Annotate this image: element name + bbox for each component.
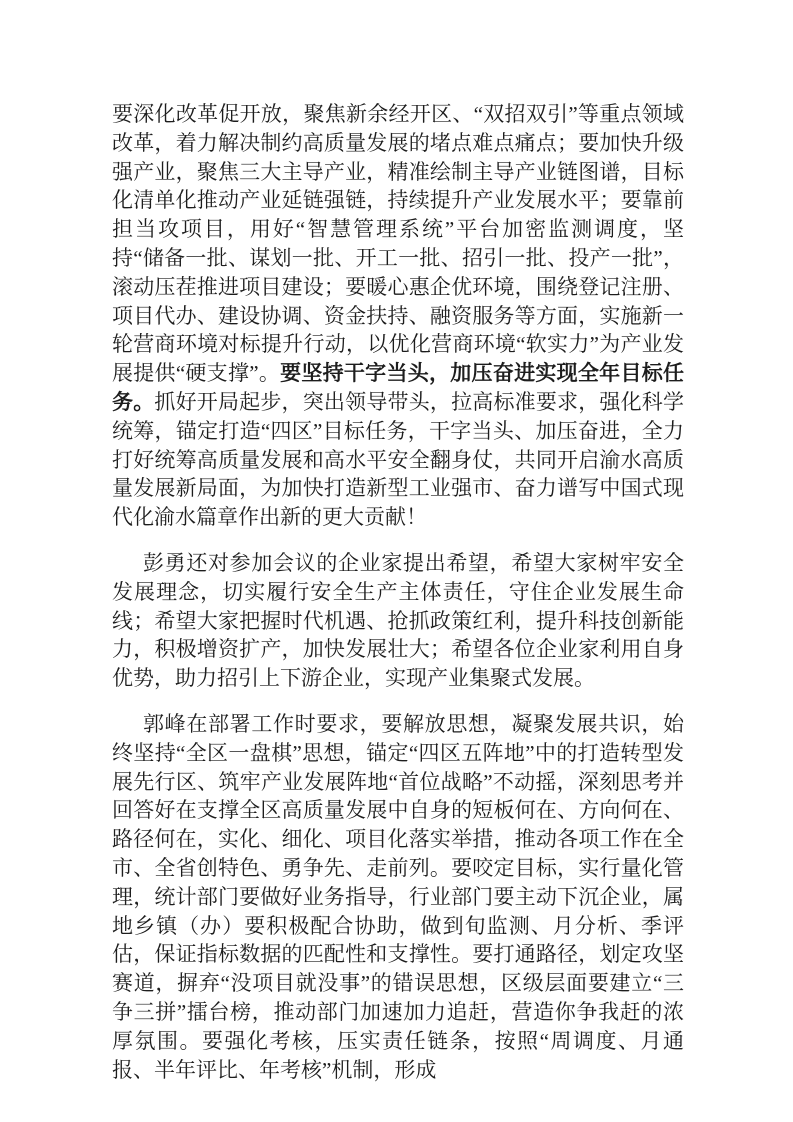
paragraph-3 (112, 710, 684, 1084)
paragraph-1-segment-3: 抓好开局起步，突出领导带头，拉高标准要求，强化科学统筹，锚定打造“四区”目标任务，干字当头、加压奋进，全力打好统筹高质量发展和高水平安全翻身仗，共同开启渝水高质量发展新局面，为加快打造新型工业强市、奋力谱写中国式现代化渝水篇章作出新的更大贡献！ (112, 389, 685, 530)
paragraph-1-segment-1: 要深化改革促开放，聚焦新余经开区、“双招双引”等重点领域改革，着力解决制约高质量发展的堵点难点痛点；要加快升级强产业，聚焦三大主导产业，精准绘制主导产业链图谱，目标化清单化推动产业延链强链，持续提升产业发展水平；要靠前担当攻项目，用好“智慧管理系统”平台加密监测调度，坚持“储备一批、谋划一批、开工一批、招引一批、投产一批”，滚动压茬推进项目建设；要暖心惠企优环境，围绕登记注册、项目代办、建设协调、资金扶持、融资服务等方面，实施新一轮营商环境对标提升行动，以优化营商环境“软实力”为产业发展提供“硬支撑”。 (112, 102, 684, 386)
paragraph-2 (112, 549, 684, 693)
paragraph-3-segment-1: 郭峰在部署工作时要求，要解放思想，凝聚发展共识，始终坚持“全区一盘棋”思想，锚定“四区五阵地”中的打造转型发展先行区、筑牢产业发展阵地“首位战略”不动摇，深刻思考并回答好在支撑全区高质量发展中自身的短板何在、方向何在、路径何在，实化、细化、项目化落实举措，推动各项工作在全市、全省创特色、勇争先、走前列。要咬定目标，实行量化管理，统计部门要做好业务指导，行业部门要主动下沉企业，属地乡镇（办）要积极配合协助，做到旬监测、月分析、季评估，保证指标数据的匹配性和支撑性。要打通路径，划定攻坚赛道，摒弃“没项目就没事”的错误思想，区级层面要建立“三争三拼”擂台榜，推动部门加速加力追赶，营造你争我赶的浓厚氛围。要强化考核，压实责任链条，按照“周调度、月通报、半年评比、年考核”机制，形成 (112, 711, 684, 1082)
paragraph-1 (112, 100, 684, 532)
document-body (112, 100, 684, 1084)
paragraph-2-segment-1: 彭勇还对参加会议的企业家提出希望，希望大家树牢安全发展理念，切实履行安全生产主体责任，守住企业发展生命线；希望大家把握时代机遇、抢抓政策红利，提升科技创新能力，积极增资扩产，加快发展壮大；希望各位企业家利用自身优势，助力招引上下游企业，实现产业集聚式发展。 (112, 550, 684, 691)
paragraph-1-bold-emphasis: 要坚持干字当头，加压奋进实现全年目标任务。 (112, 361, 684, 414)
